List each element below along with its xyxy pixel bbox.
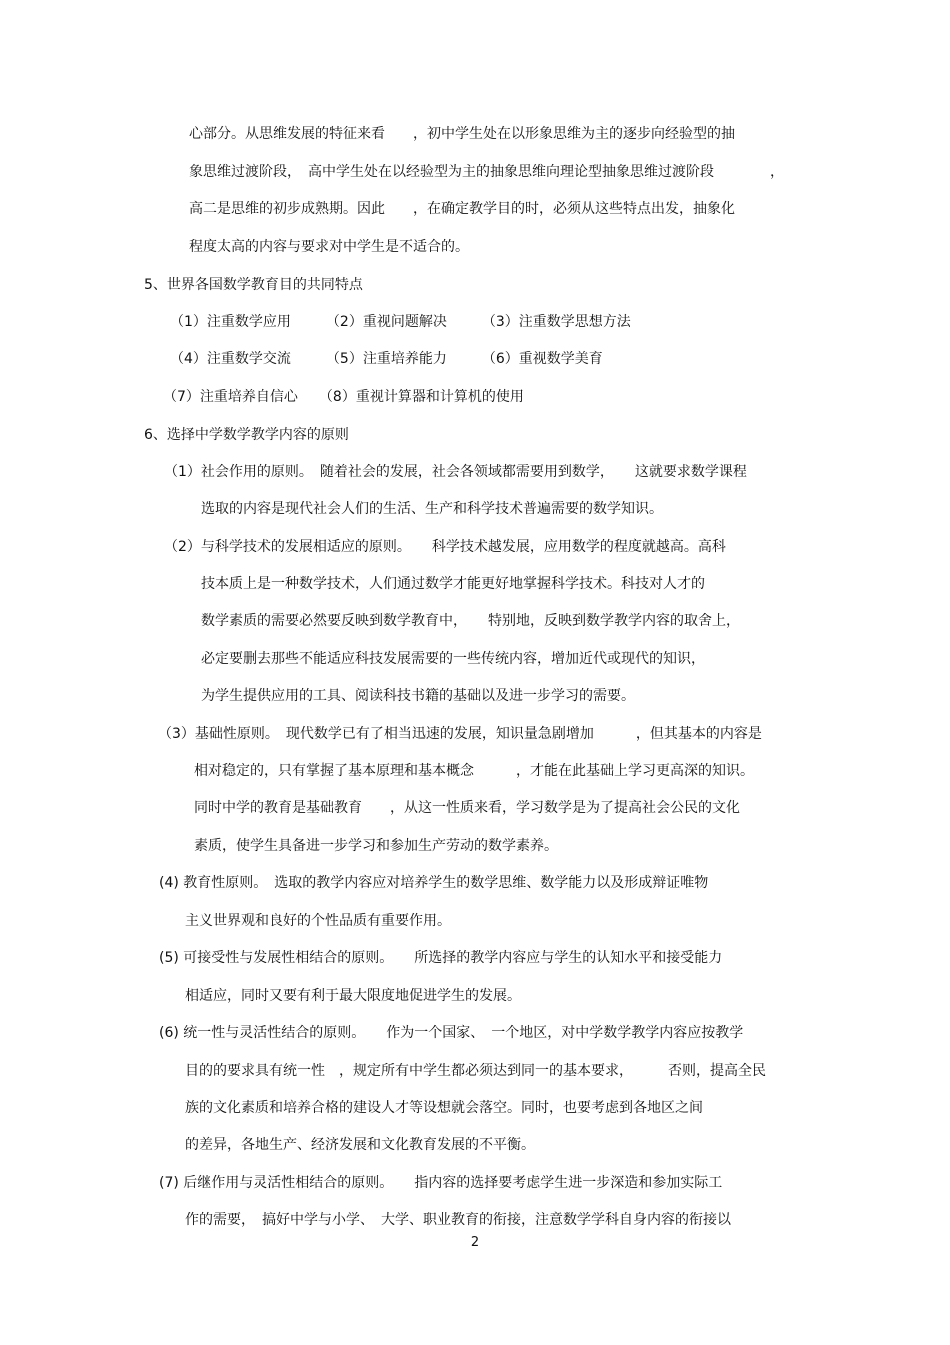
text-line: 为学生提供应用的工具、阅读科技书籍的基础以及进一步学习的需要。	[201, 688, 635, 704]
text-line: 高二是思维的初步成熟期。因此 ，在确定教学目的时，必须从这些特点出发，抽象化	[189, 201, 735, 217]
section-heading: 5、世界各国数学教育目的共同特点	[144, 277, 363, 293]
principle-title: (4) 教育性原则。 选取的教学内容应对培养学生的数学思维、数学能力以及形成辩证唯物	[159, 875, 709, 891]
list-row: （4）注重数学交流 （5）注重培养能力 （6）重视数学美育	[170, 351, 603, 367]
text-line: 同时中学的教育是基础教育 ，从这一性质来看，学习数学是为了提高社会公民的文化	[194, 800, 740, 816]
text-line: 数学素质的需要必然要反映到数学教育中， 特别地，反映到数学教学内容的取舍上，	[201, 613, 740, 629]
text-line: 选取的内容是现代社会人们的生活、生产和科学技术普遍需要的数学知识。	[201, 501, 663, 517]
text-line: 族的文化素质和培养合格的建设人才等设想就会落空。同时，也要考虑到各地区之间	[185, 1100, 703, 1116]
principle-title: （1）社会作用的原则。 随着社会的发展，社会各领域都需要用到数学， 这就要求数学课程	[164, 464, 747, 480]
text-line: 程度太高的内容与要求对中学生是不适合的。	[189, 239, 469, 255]
text-line: 相适应，同时又要有利于最大限度地促进学生的发展。	[185, 988, 521, 1004]
text-line: 必定要删去那些不能适应科技发展需要的一些传统内容，增加近代或现代的知识，	[201, 651, 705, 667]
text-line: 作的需要， 搞好中学与小学、 大学、职业教育的衔接，注意数学学科自身内容的衔接以	[185, 1212, 731, 1228]
list-row: （1）注重数学应用 （2）重视问题解决 （3）注重数学思想方法	[170, 314, 631, 330]
principle-title: （2）与科学技术的发展相适应的原则。 科学技术越发展，应用数学的程度就越高。高科	[164, 539, 726, 555]
text-line: 目的的要求具有统一性 ，规定所有中学生都必须达到同一的基本要求， 否则，提高全民	[185, 1063, 766, 1079]
principle-title: (5) 可接受性与发展性相结合的原则。 所选择的教学内容应与学生的认知水平和接受能力	[159, 950, 723, 966]
principle-title: （3）基础性原则。 现代数学已有了相当迅速的发展，知识量急剧增加 ，但其基本的内容是	[158, 726, 762, 742]
page-number: 2	[470, 1235, 480, 1250]
text-line: 心部分。从思维发展的特征来看 ，初中学生处在以形象思维为主的逐步向经验型的抽	[189, 126, 735, 142]
text-line: 主义世界观和良好的个性品质有重要作用。	[185, 913, 451, 929]
text-line: 相对稳定的，只有掌握了基本原理和基本概念 ，才能在此基础上学习更高深的知识。	[194, 763, 754, 779]
text-line: 技本质上是一种数学技术，人们通过数学才能更好地掌握科学技术。科技对人才的	[201, 576, 705, 592]
text-line: 素质，使学生具备进一步学习和参加生产劳动的数学素养。	[194, 838, 558, 854]
principle-title: (7) 后继作用与灵活性相结合的原则。 指内容的选择要考虑学生进一步深造和参加实际工	[159, 1175, 723, 1191]
principle-title: (6) 统一性与灵活性结合的原则。 作为一个国家、 一个地区，对中学数学教学内容应按教学	[159, 1025, 744, 1041]
text-line: 的差异，各地生产、经济发展和文化教育发展的不平衡。	[185, 1137, 535, 1153]
section-heading: 6、选择中学数学教学内容的原则	[144, 427, 349, 443]
text-line: 象思维过渡阶段， 高中学生处在以经验型为主的抽象思维向理论型抽象思维过渡阶段 ，	[189, 164, 784, 180]
list-row: （7）注重培养自信心 （8）重视计算器和计算机的使用	[163, 389, 524, 405]
